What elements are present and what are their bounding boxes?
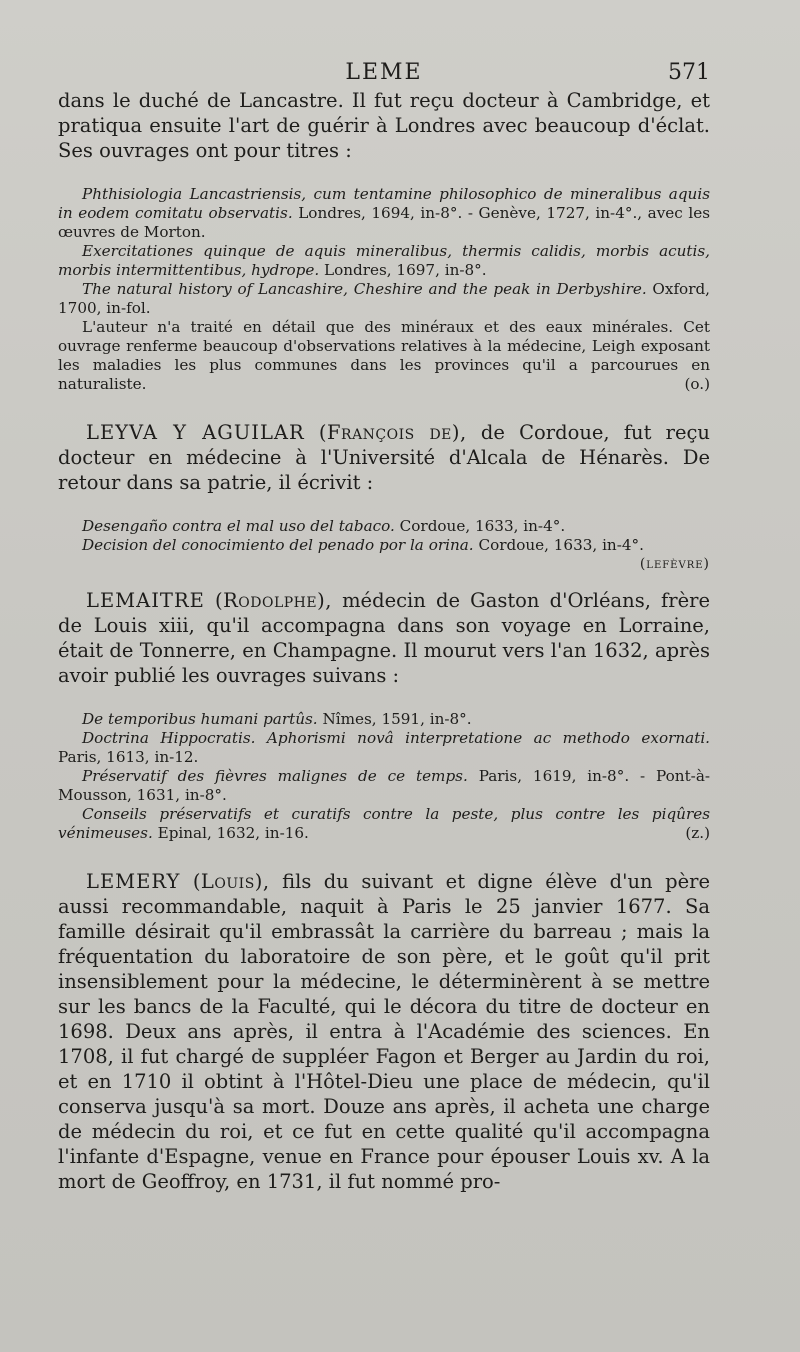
author-signature: (o.) [684, 375, 710, 393]
lemery-entry [58, 869, 710, 1194]
leyva-work-1 [58, 517, 710, 536]
lemaitre-work-3 [58, 767, 710, 805]
work-details: Londres, 1694, in-8°. - Genève, 1727, in-4°., avec les œuvres de Morton. [58, 204, 710, 241]
leme-work-1 [58, 185, 710, 242]
work-title: Préservatif des fièvres malignes de ce temps. [82, 767, 468, 785]
author-signature: (z.) [685, 824, 710, 842]
entry-firstname: (Rodolphe), [215, 589, 332, 612]
entry-text: fils du suivant et digne élève d'un père aussi recommandable, naquit à Paris le 25 janvier 1677. Sa famille désirait qu'il embrassât la carrière du barreau ; mais la fréquentation du laboratoire de son père, et le goût qu'il prit insensiblement pour la médecine, le déterminèrent à se mettre sur les bancs de la Faculté, qui le décora du titre de docteur en 1698. Deux ans après, il entra à l'Académie des sciences. En 1708, il fut chargé de suppléer Fagon et Berger au Jardin du roi, et en 1710 il obtint à l'Hôtel-Dieu une place de médecin, qu'il conserva jusqu'à sa mort. Douze ans après, il acheta une charge de médecin du roi, et ce fut en cette qualité qu'il accompagna l'infante d'Espagne, venue en France pour épouser Louis xv. A la mort de Geoffroy, en 1731, il fut nommé pro- [58, 870, 710, 1193]
lemaitre-works [58, 710, 710, 843]
note-text: L'auteur n'a traité en détail que des minéraux et des eaux minérales. Cet ouvrage renferme beaucoup d'observations relatives à la médecine, Leigh exposant les maladies les plus communes dans les provinces qu'il a parcourues en naturaliste. [58, 318, 710, 393]
work-title: Desengaño contra el mal uso del tabaco. [82, 517, 395, 535]
work-title: De temporibus humani partûs. [82, 710, 318, 728]
work-details: Nîmes, 1591, in-8°. [322, 710, 472, 728]
work-title: Conseils préservatifs et curatifs contre la peste, plus contre les piqûres vénimeuses. [58, 805, 710, 842]
leyva-works [58, 517, 710, 574]
page-number: 571 [668, 60, 710, 85]
entry-name: LEMAITRE [86, 589, 205, 612]
author-signature: (lefèvre) [639, 556, 710, 572]
work-title: Exercitationes quinque de aquis mineralibus, thermis calidis, morbis acutis, morbis intermittentibus, hydrope. [58, 242, 710, 279]
lemaitre-entry [58, 588, 710, 688]
leme-work-2 [58, 242, 710, 280]
entry-firstname: (Louis), [192, 870, 270, 893]
work-title: Phthisiologia Lancastriensis, cum tentamine philosophico de mineralibus aquis in eodem comitatu observatis. [58, 185, 710, 222]
work-title: Doctrina Hippocratis. Aphorismi novâ interpretatione ac methodo exornati. [82, 729, 710, 747]
lemaitre-work-1 [58, 710, 710, 729]
leme-note [58, 318, 710, 394]
entry-intro: médecin de Gaston d'Orléans, frère de Louis xiii, qu'il accompagna dans son voyage en Lorraine, était de Tonnerre, en Champagne. Il mourut vers l'an 1632, après avoir publié les ouvrages suivans : [58, 589, 710, 687]
work-details: Oxford, 1700, in-fol. [58, 280, 711, 317]
leme-works [58, 185, 710, 394]
leyva-work-2 [58, 536, 710, 574]
work-details: Paris, 1619, in-8°. - Pont-à-Mousson, 1631, in-8°. [58, 767, 711, 804]
running-title: LEME [345, 60, 423, 85]
work-details: Epinal, 1632, in-16. [157, 824, 309, 842]
work-details: Paris, 1613, in-12. [58, 748, 199, 766]
leme-intro: dans le duché de Lancastre. Il fut reçu docteur à Cambridge, et pratiqua ensuite l'art de guérir à Londres avec beaucoup d'éclat. Ses ouvrages ont pour titres : [58, 89, 710, 162]
work-details: Cordoue, 1633, in-4°. [399, 517, 566, 535]
work-title: Decision del conocimiento del penado por la orina. [82, 536, 474, 554]
lemaitre-work-4 [58, 805, 710, 843]
entry-firstname: (François de), [318, 421, 467, 444]
work-details: Londres, 1697, in-8°. [324, 261, 487, 279]
work-title: The natural history of Lancashire, Cheshire and the peak in Derbyshire. [82, 280, 647, 298]
entry-intro: de Cordoue, fut reçu docteur en médecine à l'Université d'Alcala de Hénarès. De retour dans sa patrie, il écrivit : [58, 421, 710, 494]
leme-work-3 [58, 280, 710, 318]
lemaitre-work-2 [58, 729, 710, 767]
entry-name: LEYVA Y AGUILAR [86, 421, 305, 444]
page-body [58, 88, 710, 1194]
work-details: Cordoue, 1633, in-4°. [478, 536, 644, 554]
entry-name: LEMERY [86, 870, 181, 893]
leyva-entry [58, 420, 710, 495]
